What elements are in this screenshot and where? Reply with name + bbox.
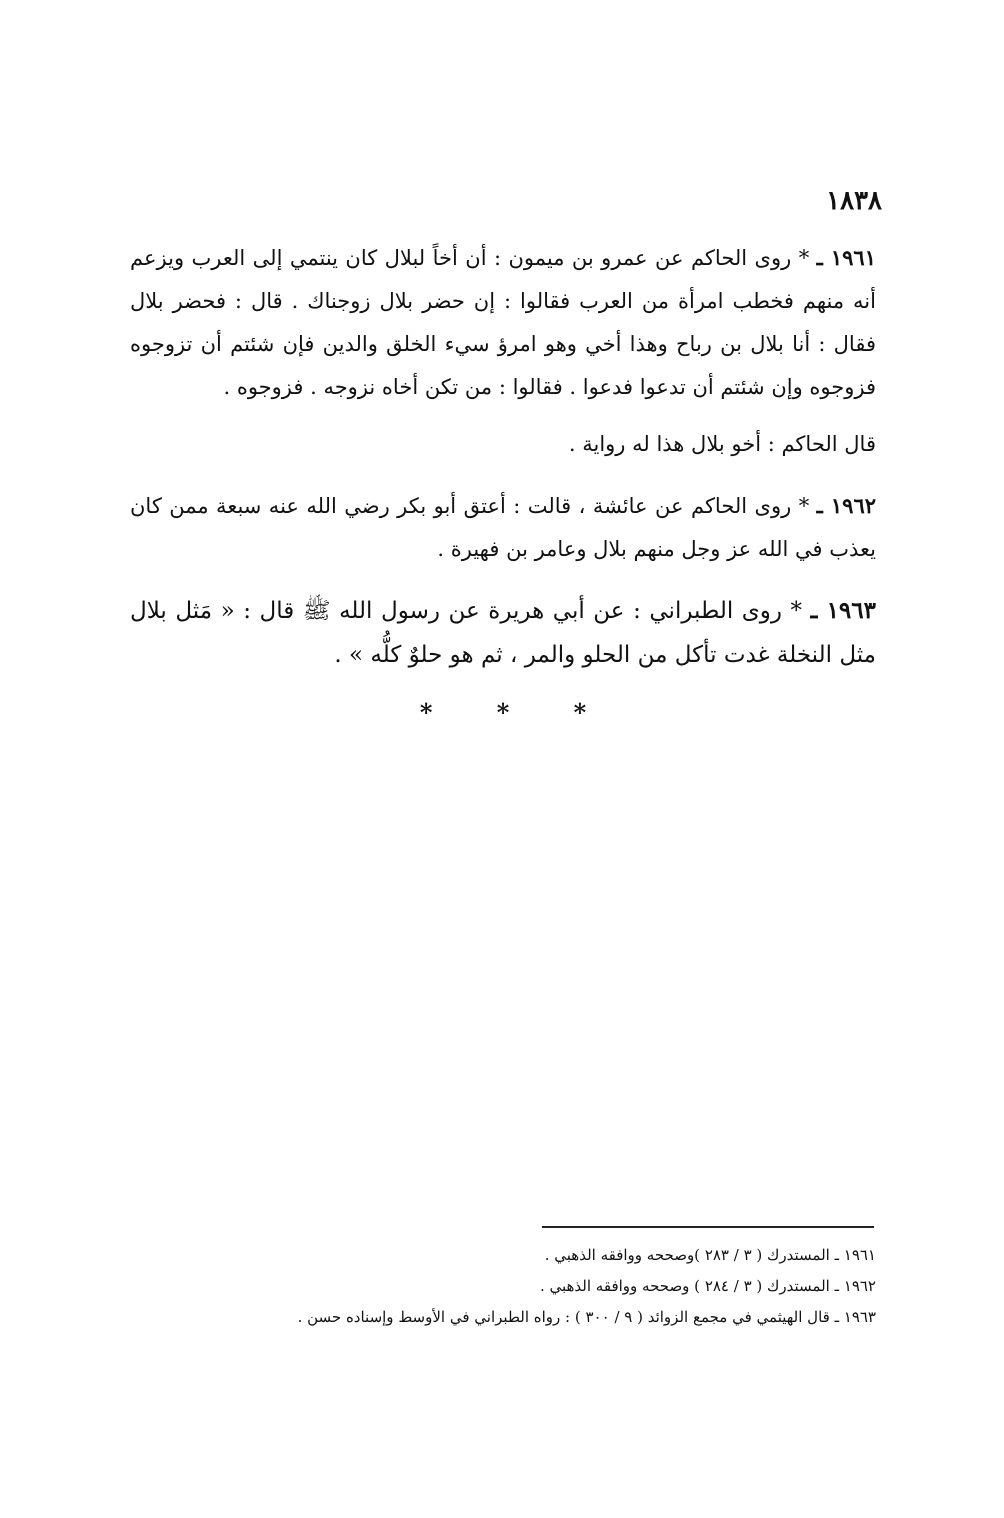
main-text — [130, 236, 876, 734]
hadith-text: * روى الطبراني : عن أبي هريرة عن رسول الله ﷺ قال : « مَثل بلال مثل النخلة غدت تأكل من الحلو والمر ، ثم هو حلوٌ كلُّه » . — [130, 598, 876, 668]
hadith-number: ١٩٦٣ ـ — [810, 597, 876, 624]
hadith-number: ١٩٦٢ ـ — [816, 493, 877, 518]
comment-text: قال الحاكم : أخو بلال هذا له رواية . — [568, 432, 876, 456]
footnote-divider — [542, 1226, 874, 1228]
footnote-1963: ١٩٦٣ ـ قال الهيثمي في مجمع الزوائد ( ٩ / ٣٠٠ ) : رواه الطبراني في الأوسط وإسناده حسن . — [297, 1308, 876, 1326]
hadith-text: * روى الحاكم عن عائشة ، قالت : أعتق أبو بكر رضي الله عنه سبعة ممن كان يعذب في الله عز وجل منهم بلال وعامر بن فهيرة . — [130, 494, 876, 561]
page-number: ١٨٣٨ — [826, 186, 882, 216]
hadith-1962 — [130, 484, 876, 571]
hakim-comment — [130, 423, 876, 466]
footnote-1961: ١٩٦١ ـ المستدرك ( ٣ / ٢٨٣ )وصححه ووافقه الذهبي . — [544, 1246, 876, 1264]
section-separator: * * * — [419, 698, 615, 727]
footnotes — [276, 1240, 876, 1333]
hadith-1961 — [130, 236, 876, 409]
hadith-number: ١٩٦١ ـ — [816, 245, 876, 270]
hadith-1963 — [130, 589, 876, 677]
hadith-text: * روى الحاكم عن عمرو بن ميمون : أن أخاً لبلال كان ينتمي إلى العرب ويزعم أنه منهم فخطب امرأة من العرب فقالوا : إن حضر بلال زوجناك . قال : فحضر بلال فقال : أنا بلال بن رباح وهذا أخي وهو امرؤ سيء الخلق والدين فإن شئتم أن تزوجوه فزوجوه وإن شئتم أن تدعوا فدعوا . فقالوا : من تكن أخاه نزوجه . فزوجوه . — [130, 246, 876, 399]
footnote-1962: ١٩٦٢ ـ المستدرك ( ٣ / ٢٨٤ ) وصححه ووافقه الذهبي . — [539, 1277, 876, 1295]
